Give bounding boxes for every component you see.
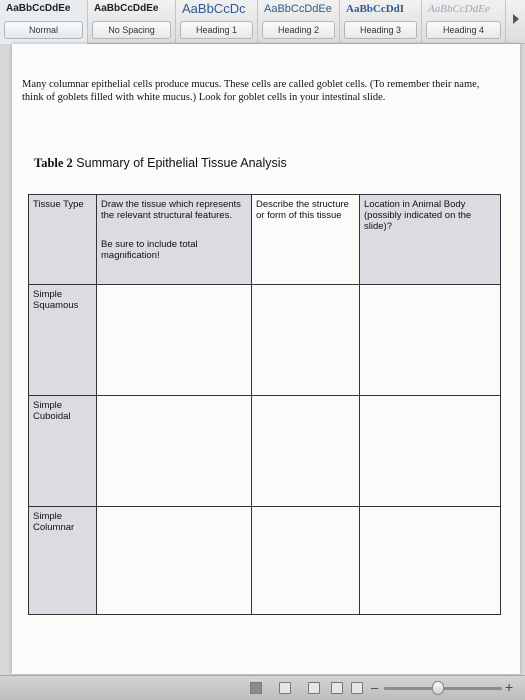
style-preview: AaBbCcDdI (346, 3, 405, 15)
full-screen-icon[interactable] (279, 682, 291, 694)
epithelial-summary-table (28, 194, 501, 615)
header-location: Location in Animal Body (possibly indicated on the slide)? (360, 195, 501, 285)
style-heading-3[interactable] (340, 0, 422, 44)
draw-cell[interactable] (97, 396, 252, 507)
header-draw-note: Be sure to include total magnification! (101, 239, 198, 261)
zoom-in-button[interactable]: + (505, 679, 514, 695)
header-draw-text: Draw the tissue which represents the relevant structural features. (101, 199, 241, 221)
location-cell[interactable] (360, 507, 501, 615)
style-preview: AaBbCcDdEe (428, 3, 490, 15)
tissue-type-cell: Simple Cuboidal (29, 396, 97, 507)
style-name-label: Heading 2 (262, 21, 335, 39)
table-row (29, 396, 501, 507)
document-page[interactable] (12, 44, 520, 674)
location-cell[interactable] (360, 285, 501, 396)
triangle-right-icon[interactable] (513, 14, 519, 24)
tissue-type-cell: Simple Squamous (29, 285, 97, 396)
style-heading-2[interactable] (258, 0, 340, 44)
draft-icon[interactable] (331, 682, 343, 694)
draw-cell[interactable] (97, 507, 252, 615)
style-heading-1[interactable] (176, 0, 258, 44)
table-caption-title: Summary of Epithelial Tissue Analysis (76, 156, 287, 170)
draw-cell[interactable] (97, 285, 252, 396)
outline-icon[interactable] (308, 682, 320, 694)
header-draw (97, 195, 252, 285)
style-name-label: No Spacing (92, 21, 171, 39)
table-caption (34, 156, 287, 171)
zoom-out-button[interactable]: – (371, 680, 379, 695)
style-normal[interactable] (0, 0, 88, 44)
style-name-label: Heading 3 (344, 21, 417, 39)
style-preview: AaBbCcDdEe (6, 3, 71, 14)
describe-cell[interactable] (252, 396, 360, 507)
location-cell[interactable] (360, 396, 501, 507)
describe-cell[interactable] (252, 507, 360, 615)
describe-cell[interactable] (252, 285, 360, 396)
web-layout-icon[interactable] (351, 682, 363, 694)
body-paragraph: Many columnar epithelial cells produce mucus. These cells are called goblet cells. (To remember their name, think of goblets filled with white mucus.) Look for goblet cells in your intestinal slide. (22, 79, 480, 103)
table-row (29, 285, 501, 396)
header-describe: Describe the structure or form of this tissue (252, 195, 360, 285)
style-name-label: Heading 1 (180, 21, 253, 39)
table-caption-number: Table 2 (34, 156, 73, 170)
style-preview: AaBbCcDdEe (94, 3, 159, 14)
zoom-slider-thumb[interactable] (432, 681, 444, 695)
style-name-label: Normal (4, 21, 83, 39)
style-gallery-ribbon (0, 0, 525, 44)
table-row (29, 507, 501, 615)
style-preview: AaBbCcDdEe (264, 3, 332, 15)
table-header-row (29, 195, 501, 285)
status-bar (0, 675, 525, 700)
style-no-spacing[interactable] (88, 0, 176, 44)
tissue-type-cell: Simple Columnar (29, 507, 97, 615)
style-heading-4[interactable] (422, 0, 506, 44)
print-layout-icon[interactable] (250, 682, 262, 694)
style-name-label: Heading 4 (426, 21, 501, 39)
style-preview: AaBbCcDc (182, 1, 246, 16)
header-tissue-type: Tissue Type (29, 195, 97, 285)
